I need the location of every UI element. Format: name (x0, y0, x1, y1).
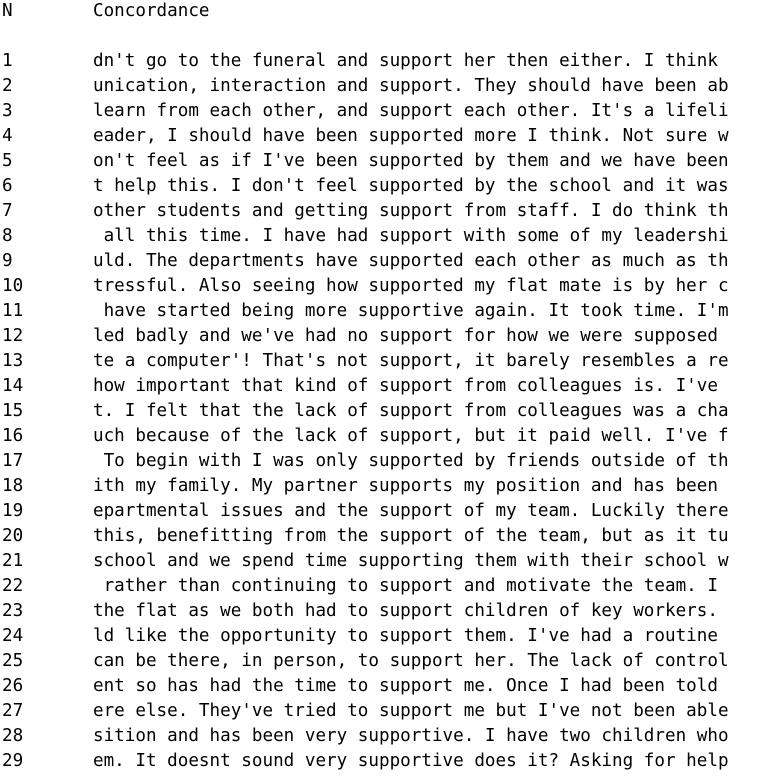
concordance-line-text: t help this. I don't feel supported by the school and it was (93, 176, 729, 196)
concordance-line-text: how important that kind of support from colleagues is. I've (93, 376, 729, 396)
concordance-line-text: rather than continuing to support and motivate the team. I (93, 576, 729, 596)
concordance-line-text: uch because of the lack of support, but it paid well. I've f (93, 426, 729, 446)
header-row (0, 0, 765, 24)
concordance-row[interactable] (0, 599, 765, 624)
concordance-row[interactable] (0, 449, 765, 474)
row-number: 10 (2, 276, 24, 296)
concordance-row[interactable] (0, 324, 765, 349)
row-number: 9 (2, 251, 13, 271)
concordance-line-text: can be there, in person, to support her. The lack of control (93, 651, 729, 671)
concordance-row[interactable] (0, 374, 765, 399)
row-number: 28 (2, 726, 24, 746)
row-number: 13 (2, 351, 24, 371)
concordance-row[interactable] (0, 749, 765, 774)
concordance-line-text: em. It doesnt sound very supportive does it? Asking for help (93, 751, 729, 771)
concordance-row[interactable] (0, 99, 765, 124)
concordance-row[interactable] (0, 149, 765, 174)
concordance-row[interactable] (0, 474, 765, 499)
concordance-row[interactable] (0, 224, 765, 249)
concordance-row[interactable] (0, 199, 765, 224)
concordance-line-text: unication, interaction and support. They should have been ab (93, 76, 729, 96)
row-number: 3 (2, 101, 13, 121)
row-number: 7 (2, 201, 13, 221)
n-column-header: N (2, 1, 13, 21)
concordance-line-text: dn't go to the funeral and support her then either. I think (93, 51, 718, 71)
concordance-row[interactable] (0, 299, 765, 324)
concordance-line-text: have started being more supportive again. It took time. I'm (93, 301, 729, 321)
row-number: 29 (2, 751, 24, 771)
concordance-line-text: tressful. Also seeing how supported my flat mate is by her c (93, 276, 729, 296)
concordance-row[interactable] (0, 674, 765, 699)
concordance-column-header: Concordance (93, 1, 210, 21)
row-number: 21 (2, 551, 24, 571)
row-number: 5 (2, 151, 13, 171)
concordance-row[interactable] (0, 249, 765, 274)
row-number: 18 (2, 476, 24, 496)
concordance-row[interactable] (0, 549, 765, 574)
row-number: 6 (2, 176, 13, 196)
row-number: 25 (2, 651, 24, 671)
row-number: 22 (2, 576, 24, 596)
header-spacer (0, 24, 765, 49)
row-number: 19 (2, 501, 24, 521)
row-number: 4 (2, 126, 13, 146)
concordance-list (0, 49, 765, 774)
concordance-line-text: eader, I should have been supported more I think. Not sure w (93, 126, 729, 146)
concordance-line-text: t. I felt that the lack of support from colleagues was a cha (93, 401, 729, 421)
concordance-row[interactable] (0, 724, 765, 749)
row-number: 12 (2, 326, 24, 346)
concordance-line-text: on't feel as if I've been supported by them and we have been (93, 151, 729, 171)
concordance-row[interactable] (0, 74, 765, 99)
concordance-line-text: sition and has been very supportive. I have two children who (93, 726, 729, 746)
concordance-line-text: To begin with I was only supported by friends outside of th (93, 451, 729, 471)
row-number: 14 (2, 376, 24, 396)
concordance-row[interactable] (0, 349, 765, 374)
row-number: 20 (2, 526, 24, 546)
concordance-line-text: this, benefitting from the support of the team, but as it tu (93, 526, 729, 546)
concordance-row[interactable] (0, 124, 765, 149)
concordance-line-text: te a computer'! That's not support, it barely resembles a re (93, 351, 729, 371)
concordance-row[interactable] (0, 649, 765, 674)
concordance-line-text: ith my family. My partner supports my position and has been (93, 476, 729, 496)
concordance-row[interactable] (0, 399, 765, 424)
concordance-line-text: uld. The departments have supported each other as much as th (93, 251, 729, 271)
row-number: 15 (2, 401, 24, 421)
concordance-line-text: ld like the opportunity to support them. I've had a routine (93, 626, 729, 646)
row-number: 24 (2, 626, 24, 646)
row-number: 17 (2, 451, 24, 471)
row-number: 1 (2, 51, 13, 71)
row-number: 26 (2, 676, 24, 696)
concordance-row[interactable] (0, 174, 765, 199)
row-number: 16 (2, 426, 24, 446)
concordance-row[interactable] (0, 574, 765, 599)
row-number: 11 (2, 301, 24, 321)
concordance-line-text: ere else. They've tried to support me but I've not been able (93, 701, 729, 721)
concordance-row[interactable] (0, 624, 765, 649)
concordance-line-text: school and we spend time supporting them with their school w (93, 551, 729, 571)
concordance-line-text: the flat as we both had to support children of key workers. (93, 601, 729, 621)
concordance-line-text: other students and getting support from staff. I do think th (93, 201, 729, 221)
concordance-row[interactable] (0, 274, 765, 299)
concordance-row[interactable] (0, 49, 765, 74)
concordance-line-text: led badly and we've had no support for how we were supposed (93, 326, 729, 346)
concordance-line-text: ent so has had the time to support me. Once I had been told (93, 676, 729, 696)
concordance-row[interactable] (0, 699, 765, 724)
concordance-line-text: learn from each other, and support each other. It's a lifeli (93, 101, 729, 121)
concordance-row[interactable] (0, 499, 765, 524)
concordance-row[interactable] (0, 524, 765, 549)
row-number: 23 (2, 601, 24, 621)
concordance-row[interactable] (0, 424, 765, 449)
row-number: 8 (2, 226, 13, 246)
concordance-line-text: all this time. I have had support with some of my leadershi (93, 226, 729, 246)
concordance-line-text: epartmental issues and the support of my team. Luckily there (93, 501, 729, 521)
row-number: 2 (2, 76, 13, 96)
row-number: 27 (2, 701, 24, 721)
